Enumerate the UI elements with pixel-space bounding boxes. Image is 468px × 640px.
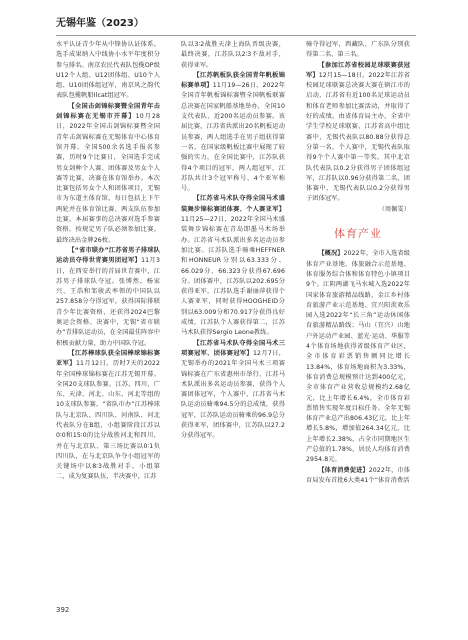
article-heading: 【体育消费促进】	[318, 466, 369, 474]
article-body: 2022年，全市入选省级体育产业基地、体旅融合示范基地、体育服务综合体和体育特色小镇项目9个。江阴两湖飞马水城入选2022年国家体育旅游精品线路，金江乡村体育旅游产业示范基地、宜兴阳羡欢乐园入选2022年“长三角”运动休闲体育旅游精品路线；马山（宜兴）山地户外运动产业园、蓝光·运动、华服等4个体育场地获得省级体育产业区，全市体育彩票销售额同比增长13.84%，体育场地面积为3.33%，体育消费总规模预计达到400亿元，全市体育产业营收总规模约2.68亿元，比上年增长6.4%，全市体育彩票销售实现年度目标任务。全年无锡体育产业总产出806.43亿元，比上年增长5.8%，增加值264.34亿元，比上年增长2.38%，占全市同期地区生产总值的1.78%，居民人均体育消费2954.8元。	[306, 250, 410, 464]
article-body: 2022年，市体育局发布首批6大类41个“体育消费活	[306, 466, 410, 484]
article-entry	[56, 349, 160, 483]
paragraph: 水平认证青少年从中锋协认证体系。选手成果纳入中线协小水平年度积分参与排名。南京农民代表队包揽OP级U12个人组、U12团体组、U10个人组、U10团体组冠军，南京风之韵代表队包揽帆船Ilcat组冠军。	[56, 41, 160, 100]
text-column-2	[181, 40, 285, 442]
article-heading: 【“省市联办”江苏省男子排球队运动员夺得世青赛男团冠军】	[56, 246, 160, 265]
article-body: 11月12日，历时7天的2022年全国棒球锦标赛在江苏无锡开幕。全国20支球队参赛。江苏、四川、广东、天津、河北、山东、河北等组的10支球队参赛，“省队市办”江苏棒球队与北京队、四川队、河南队、河北代表队分在B组，小组赛阶段江苏以0∶0和15∶0的比分战胜河北和四川，并在与北京队、第三场比赛以0∶1负四川队，在与北京队争夺小组冠军的关键场中以8∶3战胜对手，小组第二，成为复赛队伍，半决赛中，江苏	[56, 360, 160, 481]
running-header	[56, 14, 416, 30]
article-entry	[181, 71, 285, 195]
article-body: 11月25—27日，2022年全国马术盛装舞步锦标赛在青岛即墨马术场举办。江苏省马术队派出多名运动员参加比赛。江苏队选手骑乘HEFFNER和HONNEUR分别以63.333分、66.029分、66.323分获得67.696分。团体赛中，江苏队以202.695分获得亚军，江苏队选手谢丽萍获得个人赛亚军，同时获得HOOGHEID分别以63.009分和70.917分获得良好成绩，江苏队个人赛获得第二，江苏马术队获得Sergio Leone教练。	[181, 216, 285, 337]
text-column-3	[306, 40, 410, 486]
page-number: 392	[56, 606, 70, 614]
article-heading: 【江苏棒球队获全国棒球锦标赛亚军】	[56, 349, 160, 368]
article-heading: 【江苏省马术队夺得全国马术三项赛冠军、团体赛冠军】	[181, 339, 285, 357]
article-entry	[306, 61, 410, 205]
paragraph: 骑夺得冠军，西藏队、广东队分别获得第二名、第三名。	[306, 41, 410, 59]
header-divider	[56, 35, 416, 36]
article-entry	[306, 466, 410, 487]
text-column-1	[56, 40, 160, 483]
article-heading: 【参加江苏省校园足球联赛获冠军】	[306, 61, 410, 79]
article-entry	[56, 246, 160, 349]
article-heading: 【江苏省马术队夺得全国马术盛装舞步锦标赛团体赛、个人赛亚军】	[181, 195, 285, 213]
yearbook-title: 无锡年鉴（2023）	[56, 18, 144, 29]
section-title: 体育产业	[334, 227, 382, 241]
article-entry	[306, 249, 410, 465]
article-body: 12月7日，无锡举办的2021年全国马术三项赛锦标赛在广东省惠州市举行，江苏马术队派出多名运动员参赛，获得个人赛团体冠军，个人赛中，江苏省马术队运动员骑乘94.5分的总成绩，获得冠军，江苏队运动员骑乘的96.9总分获得亚军，团体赛中，江苏队以27.2分获得冠军。	[181, 349, 285, 440]
article-entry	[56, 102, 160, 246]
article-heading: 【江苏帆板队获全国青年帆板锦标赛单项】	[181, 71, 285, 90]
article-body: 10月28日，2022年全国击剑锦标赛暨全国青年击剑锦标赛在无锡体育中心体育馆开幕。全国500余名选手报名参赛，历时9个比赛日，全国选手完成男女剑种个人赛、团体赛及男女个人赛等比赛，决赛在体育馆举办。本次比赛包括男女个人和团体项目，无锡市为东道主体育馆，每日包括上下午两轮并在体育馆比赛、两支队伍参加比赛。本届赛事的总决赛对选手参赛资格，按规定男子队必须参加比赛。最终决出金牌26枚。	[56, 113, 160, 244]
article-body: 11月3日，在西安举行的首届世青赛中，江苏男子排球队夺冠。张博然、杨家兴、王浩和邹骏武率领的中国队以257.858分夺得冠军，获得国际排联青少年比赛资格，还获得2024巴黎奥运会资格。决赛中，无锡“省市联办”青排队运动员，在全国最佳阵容中积极贡献力量，助力中国队夺冠。	[56, 257, 160, 347]
article-heading: 【概况】	[318, 250, 344, 258]
author-signature: （周佩雯）	[378, 205, 410, 213]
article-entry	[181, 194, 285, 338]
article-entry	[181, 339, 285, 442]
article-heading: 【全国击剑锦标赛暨全国青年击剑锦标赛在无锡市开幕】	[56, 102, 160, 121]
paragraph: 队以3∶2战胜天津上海队晋级决赛，最终决赛，江苏队以2∶3不敌对手，获得亚军。	[181, 41, 285, 69]
article-body: 11月19—26日，2022年全国青年帆板锦标赛暨全国帆板联赛总决赛在国家帆船基地举办，全国10支代表队、近200名运动员参赛。该届比赛，江苏省共派出20名帆板运动员参赛，两人组选手在男子组获得第一名，在国家级帆板比赛中展现了较强的实力，在全国比赛中，江苏队获得4个项目的冠军，两人组冠军，江苏队共计3个冠军称号、4个亚军称号。	[181, 82, 285, 193]
article-body: 12月15—18日，2022年江苏省校园足球联赛总决赛大赛在镇江市的启动，江苏省有近100名足球运动员和体育老师参加比赛活动，并取得了好的成绩。由省体育局主办，全省中学生学校足球联赛，江苏省高中组比赛中，无锡代表队以80.88分获得总分第一名，个人赛中，无锡代表队取得9个个人赛中第一等奖，其中北京队代表队以0.2分获得男子团体组冠军，江苏队以0.96分获得第二名，团体赛中，无锡代表队以0.2分获得男子团体冠军。	[306, 71, 410, 203]
